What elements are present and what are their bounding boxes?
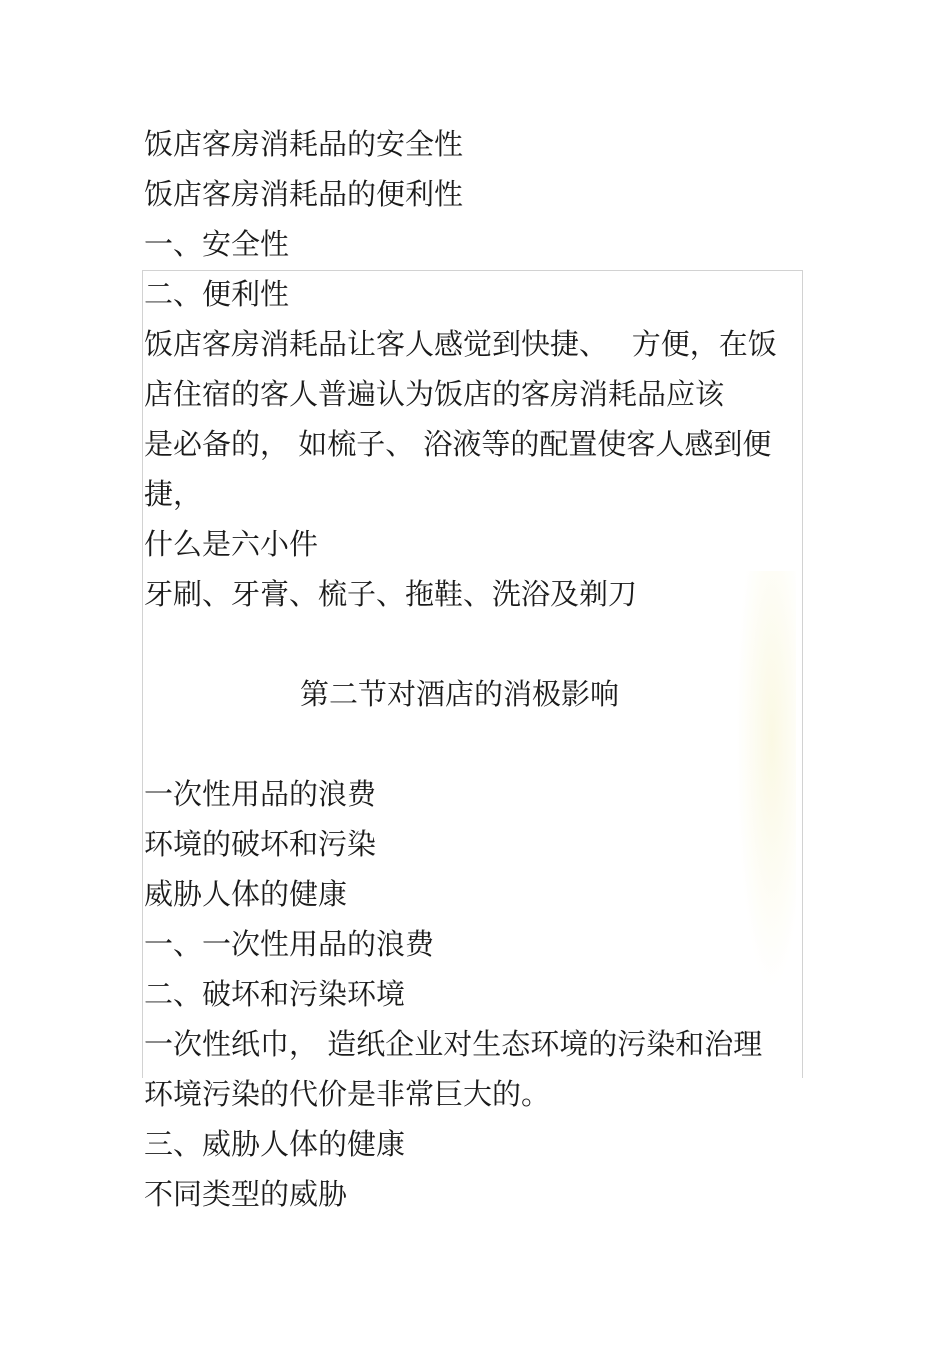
threat-types: 不同类型的威胁 [144, 1177, 348, 1211]
subsection-three-health: 三、威胁人体的健康 [144, 1127, 406, 1161]
subsection-two-environment: 二、破坏和污染环境 [144, 977, 406, 1011]
six-items-list: 牙刷、牙膏、梳子、拖鞋、洗浴及剃刀 [144, 577, 638, 611]
section-title-negative-impact: 第二节对酒店的消极影响 [300, 677, 620, 711]
paragraph-line-1: 饭店客房消耗品让客人感觉到快捷、 方便，在饭 [144, 327, 777, 361]
paragraph-line-4: 捷， [144, 477, 203, 511]
heading-convenience-of-consumables: 饭店客房消耗品的便利性 [144, 177, 464, 211]
paragraph-paper-towel-1: 一次性纸巾， 造纸企业对生态环境的污染和治理 [144, 1027, 763, 1061]
paragraph-paper-towel-2: 环境污染的代价是非常巨大的。 [144, 1077, 551, 1111]
point-waste: 一次性用品的浪费 [144, 777, 377, 811]
subsection-one-waste: 一、一次性用品的浪费 [144, 927, 435, 961]
section-two-convenience: 二、便利性 [144, 277, 290, 311]
point-environment: 环境的破坏和污染 [144, 827, 377, 861]
point-health: 威胁人体的健康 [144, 877, 348, 911]
paragraph-line-3: 是必备的， 如梳子、 浴液等的配置使客人感到便 [144, 427, 772, 461]
paragraph-line-2: 店住宿的客人普遍认为饭店的客房消耗品应该 [144, 377, 725, 411]
section-one-safety: 一、安全性 [144, 227, 290, 261]
heading-safety-of-consumables: 饭店客房消耗品的安全性 [144, 127, 464, 161]
question-six-items: 什么是六小件 [144, 527, 319, 561]
